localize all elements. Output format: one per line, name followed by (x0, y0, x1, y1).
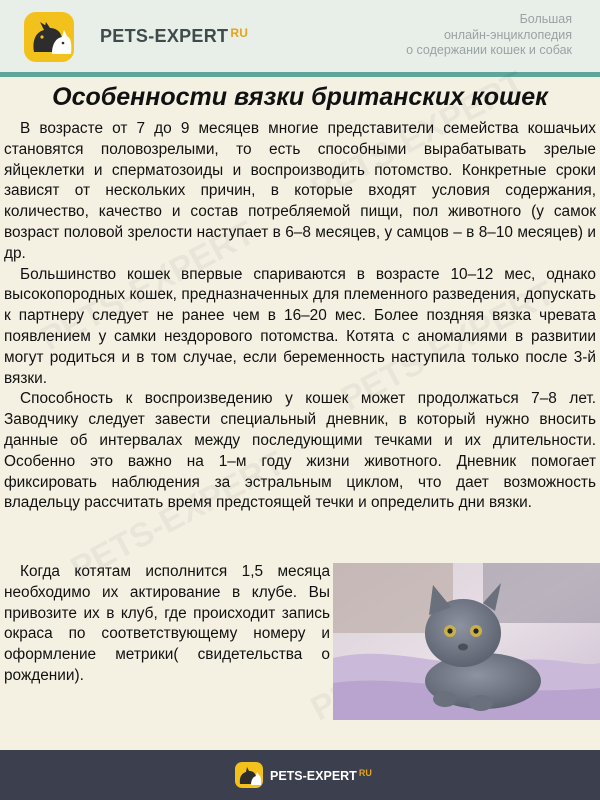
article-area (0, 77, 600, 750)
article-paragraph: В возрасте от 7 до 9 месяцев многие представители семейства кошачьих становятся половозрелыми, то есть способными вырабатывать зрелые яйцеклетки и сперматозоиды и воспроизводить потомство. Конкретные сроки зависят от нескольких причин, в которые входят условия содержания, количество, качество и состав потребляемой пищи, пол животного (у самок возраст половой зрелости наступает в 6–8 месяцев, у самцов – в 8–10 месяцев) и др. (4, 120, 596, 262)
kitten-photo (333, 563, 600, 720)
cat-dog-icon[interactable] (234, 761, 264, 789)
site-header (0, 0, 600, 72)
tagline-line: Большая (519, 12, 572, 26)
cat-dog-icon[interactable] (22, 10, 76, 64)
article-paragraph: Когда котятам исполнится 1,5 месяца необходимо их актирование в клубе. Вы привозите их в клуб, где происходит запись окраса по соответствующему номеру и оформление метрики( свидетельства о рождении). (4, 563, 330, 684)
footer-logo-text[interactable] (270, 768, 372, 783)
brand-suffix: RU (358, 768, 372, 778)
tagline-line: о содержании кошек и собак (406, 43, 572, 57)
article-paragraph: Способность к воспроизведению у кошек может продолжаться 7–8 лет. Заводчику следует завести специальный дневник, в который нужно вносить данные об интервалах между последующими течками и их длительности. Особенно это важно на 1–м году жизни животного. Дневник помогает фиксировать наблюдения за эстральным циклом, что дает возможность владельцу рассчитать время предстоящей течки и определить дни вязки. (4, 390, 596, 512)
article-body (4, 119, 596, 514)
brand-suffix: RU (230, 26, 249, 40)
brand-name: PETS-EXPERT (100, 26, 229, 46)
article-paragraph: Большинство кошек впервые спариваются в возрасте 10–12 мес, однако высокопородных кошек, предназначенных для племенного разведения, допускать к партнеру следует не ранее чем в 16–20 мес. Более поздняя вязка чревата появлением у самки нездорового потомства. Котята с аномалиями в развитии могут родиться и в том случае, если беременность наступила только после 3-й вязки. (4, 265, 596, 387)
article-title: Особенности вязки британских кошек (52, 83, 548, 111)
site-tagline (332, 12, 572, 59)
site-footer (0, 750, 600, 800)
tagline-line: онлайн-энциклопедия (443, 27, 572, 42)
site-logo-text[interactable] (100, 26, 248, 47)
brand-name: PETS-EXPERT (270, 769, 357, 783)
